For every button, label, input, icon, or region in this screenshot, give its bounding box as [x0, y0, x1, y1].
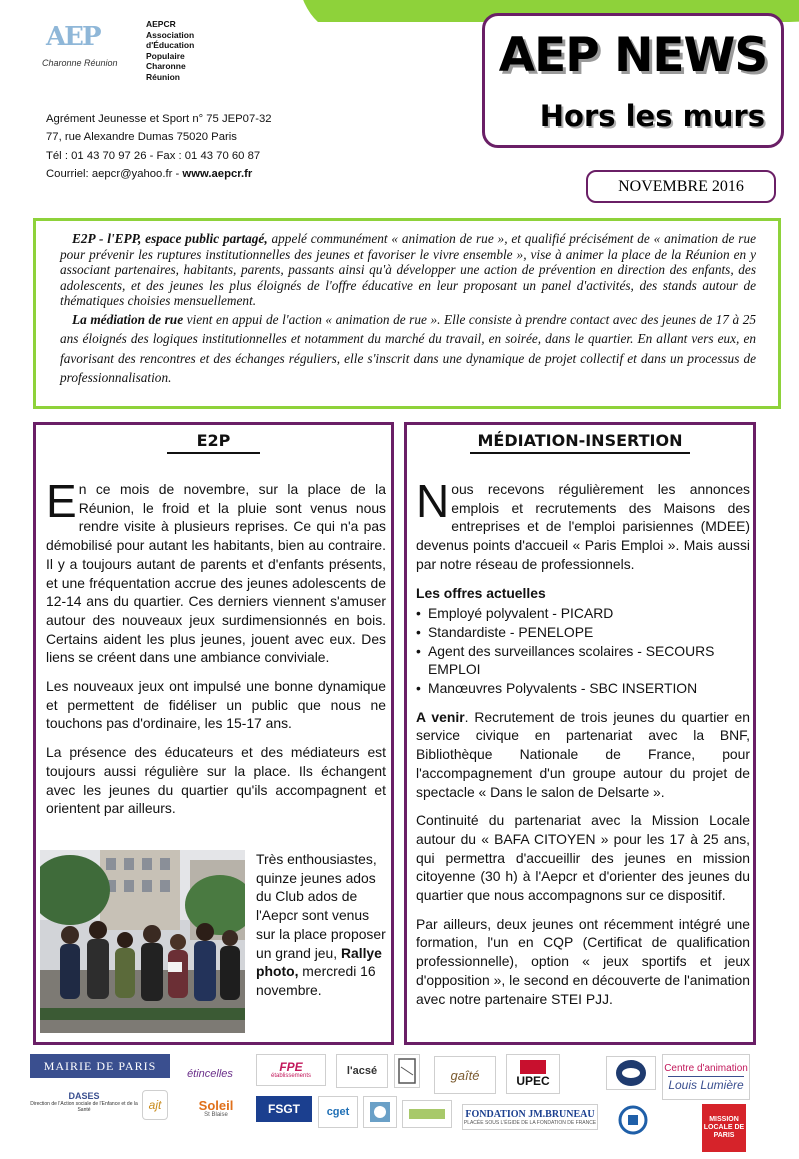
- email-line: [46, 165, 272, 183]
- partner-round-logo: [610, 1104, 656, 1136]
- upec-emblem-icon: [520, 1060, 546, 1074]
- mediation-body: [416, 475, 750, 1018]
- e2p-column: [33, 422, 394, 1045]
- address-line: 77, rue Alexandre Dumas 75020 Paris: [46, 131, 237, 144]
- dases-sublabel: Direction de l'Action sociale de l'Enfance et de la Santé: [30, 1101, 138, 1113]
- fsgt-label: FSGT: [268, 1102, 300, 1116]
- fondation-bruneau-logo: [462, 1104, 598, 1130]
- mediation-paragraph: [416, 708, 750, 802]
- seal-icon: [397, 1057, 417, 1085]
- intro-paragraph-mediation: [60, 310, 756, 388]
- circle-emblem-icon: [614, 1058, 648, 1088]
- e2p-paragraph: [46, 475, 386, 667]
- avenir-text: . Recrutement de trois jeunes du quartier en service civique en partenariat avec la BNF, Bibliothèque Nationale de France, pour l'accompagnement d'un groupe autour du projet de spectacle « Dans le salon de Delsarte ».: [416, 708, 750, 800]
- org-line: Réunion: [146, 71, 180, 82]
- mission-locale-label: MISSION LOCALE DE PARIS: [703, 1116, 745, 1139]
- ajt-label: ajt: [148, 1098, 162, 1112]
- fpe-label: FPE: [279, 1060, 303, 1074]
- e2p-paragraph-text: n ce mois de novembre, sur la place de la Réunion, le froid et la pluie sont venus nous rendre visite à plusieurs reprises. Ce qui n'a pas démobilisé pour autant les habitants, bien au contraire. Il y a toujours autant de parents et d'enfants présents, et une fréquentation accrue des jeunes adolescents de 12-14 ans du quartier. Ces derniers viennent s'amuser autour des nouveaux jeux surdimensionnés en bois. Certains aident les plus jeunes, jouent avec eux. Des liens se créent dans une ambiance conviviale.: [46, 481, 386, 666]
- acse-label: l'acsé: [346, 1065, 378, 1077]
- issue-month: NOVEMBRE 2016: [586, 170, 776, 203]
- org-line: Populaire: [146, 50, 185, 61]
- network-icon: [407, 1105, 447, 1123]
- photo-caption-end: mercredi 16 novembre.: [256, 963, 376, 998]
- e2p-heading-wrap: [36, 431, 391, 454]
- org-line: Association: [146, 29, 195, 40]
- e2p-paragraph: Les nouveaux jeux ont impulsé une bonne dynamique et permettent de fidéliser un public que nous ne touchons pas d'ordinaire, les 15-17 ans.: [46, 678, 386, 732]
- mediation-paragraph: [416, 475, 750, 574]
- org-line: Charonne: [146, 61, 186, 72]
- e2p-paragraph: La présence des éducateurs et des médiateurs est toujours aussi régulière sur la place. Ils échangent avec les jeunes du quartier qu'ils accompagnent et orientent par ailleurs.: [46, 744, 386, 817]
- intro-e2p-text: appelé communément « animation de rue », et qualifié précisément de « animation de rue pour prévenir les ruptures institutionnelles des jeunes et favoriser le vivre ensemble », vise à animer la place de la Réunion en y associant partenaires, habitants, parents, passants ainsi qu'à développer une action de prévention en direction des enfants, des adolescents, et des jeunes les plus éloignés de l'offre éducative en leur proposant un panel d'activités, des stands autour de thématiques choisies mensuellement.: [60, 231, 756, 309]
- agrement-line: Agrément Jeunesse et Sport n° 75 JEP07-32: [46, 113, 272, 125]
- intro-mediation-text: vient en appui de l'action « animation de rue ». Elle consiste à prendre contact avec des jeunes de 17 à 25 ans éloignés des logiques institutionnelles et notamment du marché du travail, en soirée, dans le quartier. En allant vers eux, en favorisant des rencontres et des échanges réguliers, elle s'inscrit dans une dynamique de projet collectif et dans un processus de professionnalisation.: [60, 311, 756, 386]
- partner-seal-logo: [394, 1054, 420, 1088]
- cget-label: cget: [326, 1106, 350, 1118]
- partner-logos: [30, 1052, 780, 1157]
- newsletter-subtitle: Hors les murs: [539, 99, 765, 133]
- centre-label: Centre d'animation: [664, 1062, 748, 1074]
- ajt-logo: [142, 1090, 168, 1120]
- org-line: AEPCR: [146, 19, 176, 29]
- website-link[interactable]: www.aepcr.fr: [182, 167, 253, 180]
- logo-wordmark: AEP: [46, 22, 100, 52]
- mediation-heading: MÉDIATION-INSERTION: [470, 431, 691, 454]
- phone-fax-line: Tél : 01 43 70 97 26 - Fax : 01 43 70 60 87: [46, 149, 261, 162]
- soleil-sublabel: St Blaise: [204, 1111, 228, 1118]
- intro-e2p-lead: E2P - l'EPP, espace public partagé,: [72, 231, 268, 246]
- e2p-dropcap: E: [46, 475, 77, 527]
- offers-list: [416, 604, 750, 698]
- partner-circle-logo: [606, 1056, 656, 1090]
- newsletter-title-box: [482, 13, 784, 148]
- contact-block: [46, 110, 272, 183]
- mediation-paragraph: Par ailleurs, deux jeunes ont récemment intégré une formation, l'un en CQP (Certificat de qualification professionnelle), option « jeux sportifs et jeux d'opposition », le second en découverte de l'animation avec notre partenaire STEI PJJ.: [416, 915, 750, 1007]
- mission-locale-logo: [702, 1104, 746, 1152]
- offer-item: • Employé polyvalent - PICARD: [416, 604, 750, 623]
- partner-network-logo: [402, 1100, 452, 1128]
- avenir-lead: A venir: [416, 708, 465, 725]
- org-line: d'Éducation: [146, 40, 195, 51]
- fpe-logo: [256, 1054, 326, 1086]
- offer-item: • Manœuvres Polyvalents - SBC INSERTION: [416, 679, 750, 698]
- upec-logo: [506, 1054, 560, 1094]
- e2p-body: [46, 475, 386, 828]
- rallye-photo: [40, 850, 245, 1033]
- upec-label: UPEC: [516, 1074, 550, 1088]
- rallye-photo-illustration: [40, 850, 245, 1033]
- gaite-logo: [434, 1056, 496, 1094]
- fondation-sublabel: PLACÉE SOUS L'ÉGIDE DE LA FONDATION DE FRANCE: [463, 1119, 597, 1126]
- e2p-heading: E2P: [167, 431, 261, 454]
- fpe-sublabel: établissements: [270, 1073, 312, 1079]
- round-emblem-icon: [618, 1105, 648, 1135]
- offer-item: • Agent des surveillances scolaires - SECOURS EMPLOI: [416, 642, 750, 679]
- offers-title: Les offres actuelles: [416, 584, 546, 601]
- mediation-heading-wrap: [407, 431, 753, 454]
- soleil-label: Soleil: [198, 1097, 234, 1113]
- etincelles-logo: [178, 1056, 242, 1092]
- intro-box: [33, 218, 781, 409]
- centre-louis-lumiere-logo: [662, 1054, 750, 1100]
- mediation-paragraph: Continuité du partenariat avec la Mission Locale autour du « BAFA CITOYEN » pour les 17 à 25 ans, qui permettra d'accueillir des jeunes en mission citoyenne (30 h) à l'Aepcr et d'orienter des jeunes du quartier que nous accompagnons sur ce dispositif.: [416, 812, 750, 904]
- intro-paragraph-e2p: [60, 231, 756, 309]
- photo-caption: [256, 850, 386, 1000]
- mediation-dropcap: N: [416, 475, 450, 527]
- badge-icon: [367, 1099, 393, 1125]
- soleil-logo: [180, 1096, 252, 1120]
- aepcr-logo: [42, 22, 132, 74]
- organization-name: [146, 19, 194, 83]
- etincelles-label: étincelles: [187, 1068, 233, 1080]
- fsgt-logo: [256, 1096, 312, 1122]
- partner-badge-logo: [363, 1096, 397, 1128]
- cget-logo: [318, 1096, 358, 1128]
- dases-logo: [30, 1087, 138, 1117]
- email-text: Courriel: aepcr@yahoo.fr -: [46, 167, 183, 180]
- fondation-label: FONDATION JM.BRUNEAU: [465, 1108, 595, 1120]
- mediation-paragraph-text: ous recevons régulièrement les annonces emplois et recrutements des Maisons des entreprises et de l'emploi parisiennes (MDEE) devenus points d'accueil « Paris Emploi ». Mais aussi par notre réseau de professionnels.: [416, 481, 750, 572]
- newsletter-title: AEP NEWS: [498, 28, 768, 83]
- photo-caption-text: Très enthousiastes, quinze jeunes ados du Club ados de l'Aepcr sont venus sur la place proposer un grand jeu,: [256, 851, 386, 961]
- logo-subtitle: Charonne Réunion: [42, 58, 118, 68]
- mairie-de-paris-label: MAIRIE DE PARIS: [43, 1058, 157, 1073]
- photo-caption-bold: Rallye photo,: [256, 944, 382, 980]
- centre-name: Louis Lumière: [668, 1077, 744, 1092]
- gaite-label: gaîté: [450, 1067, 480, 1083]
- dases-label: DASES: [68, 1091, 100, 1101]
- offer-item: • Standardiste - PENELOPE: [416, 623, 750, 642]
- intro-mediation-lead: La médiation de rue: [72, 311, 184, 327]
- acse-logo: [336, 1054, 388, 1088]
- mediation-column: [404, 422, 756, 1045]
- mairie-de-paris-logo: [30, 1054, 170, 1078]
